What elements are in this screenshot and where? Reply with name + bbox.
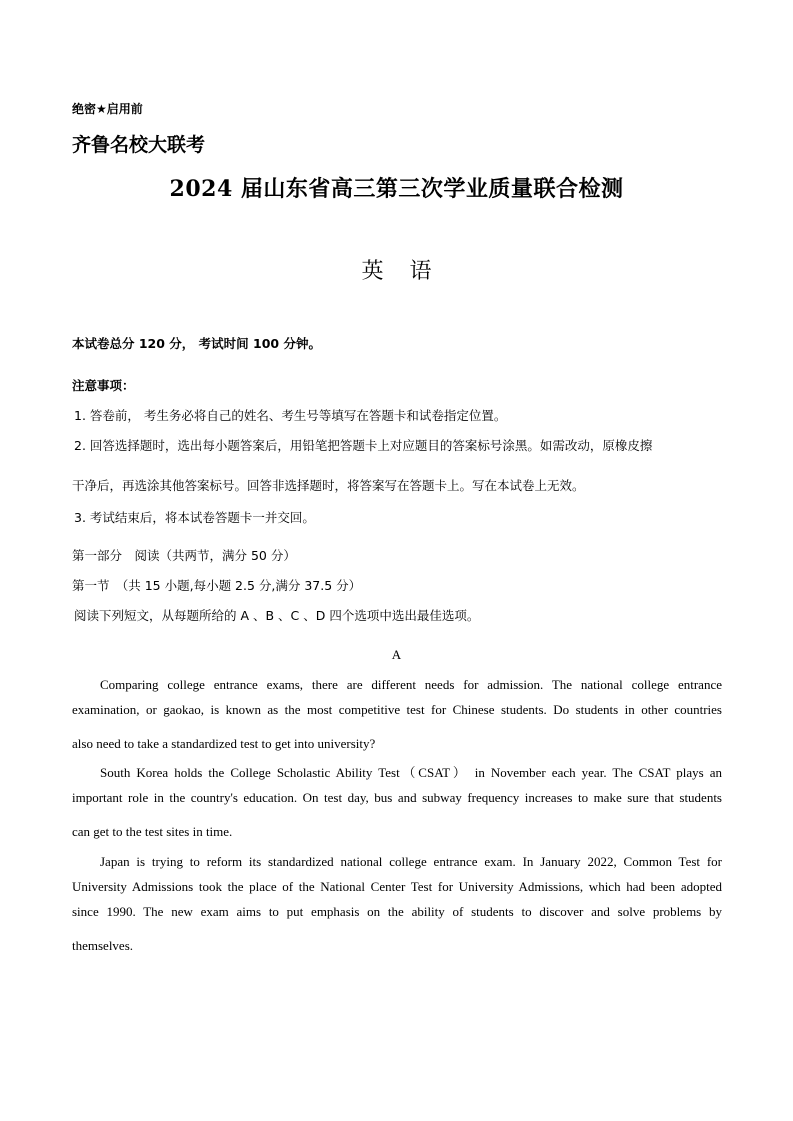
secret-mark: 绝密★启用前	[72, 102, 143, 116]
passage-paragraph-3	[72, 849, 722, 958]
subject-title: 英语	[361, 259, 458, 284]
paragraph-line: since 1990. The new exam aims to put emphasis on the ability of students to discover and solve problems by	[72, 904, 722, 919]
part-heading: 第一部分 阅读（共两节，满分 50 分）	[72, 548, 296, 563]
notice-item-3: 3. 考试结束后，将本试卷答题卡一并交回。	[74, 510, 315, 525]
passage-label: A	[391, 647, 402, 662]
paragraph-line: important role in the country's education. On test day, bus and subway frequency increases to make sure that students	[72, 790, 722, 805]
notice-item-1: 1. 答卷前， 考生务必将自己的姓名、考生号等填写在答题卡和试卷指定位置。	[74, 408, 507, 423]
organization-title: 齐鲁名校大联考	[72, 134, 206, 156]
paragraph-line: themselves.	[72, 938, 134, 953]
notice-heading: 注意事项：	[72, 378, 135, 393]
exam-title: 2024 届山东省高三第三次学业质量联合检测	[169, 176, 624, 202]
paragraph-line: South Korea holds the College Scholastic Ability Test（CSAT） in November each year. The CSAT plays an	[100, 765, 722, 780]
score-time-info: 本试卷总分 120 分， 考试时间 100 分钟。	[72, 336, 321, 351]
passage-paragraph-1	[72, 672, 722, 756]
passage-paragraph-2	[72, 760, 722, 844]
section-instruction: 阅读下列短文，从每题所给的 A 、B 、C 、D 四个选项中选出最佳选项。	[74, 608, 480, 623]
paragraph-line: examination, or gaokao, is known as the most competitive test for Chinese students. Do students in other countries	[72, 702, 722, 717]
notice-item-2-line-1: 2. 回答选择题时，选出每小题答案后，用铅笔把答题卡上对应题目的答案标号涂黑。如需改动，原橡皮擦	[74, 438, 653, 453]
paragraph-line: Comparing college entrance exams, there are different needs for admission. The national college entrance	[100, 677, 722, 692]
notice-item-2-line-2: 干净后，再选涂其他答案标号。回答非选择题时，将答案写在答题卡上。写在本试卷上无效。	[72, 478, 585, 493]
paragraph-line: can get to the test sites in time.	[72, 824, 233, 839]
paragraph-line: Japan is trying to reform its standardized national college entrance exam. In January 2022, Common Test for	[100, 854, 722, 869]
section-heading: 第一节 （共 15 小题,每小题 2.5 分,满分 37.5 分）	[72, 578, 362, 593]
paragraph-line: University Admissions took the place of the National Center Test for University Admissions, which had been adopted	[72, 879, 722, 894]
paragraph-line: also need to take a standardized test to get into university?	[72, 736, 376, 751]
